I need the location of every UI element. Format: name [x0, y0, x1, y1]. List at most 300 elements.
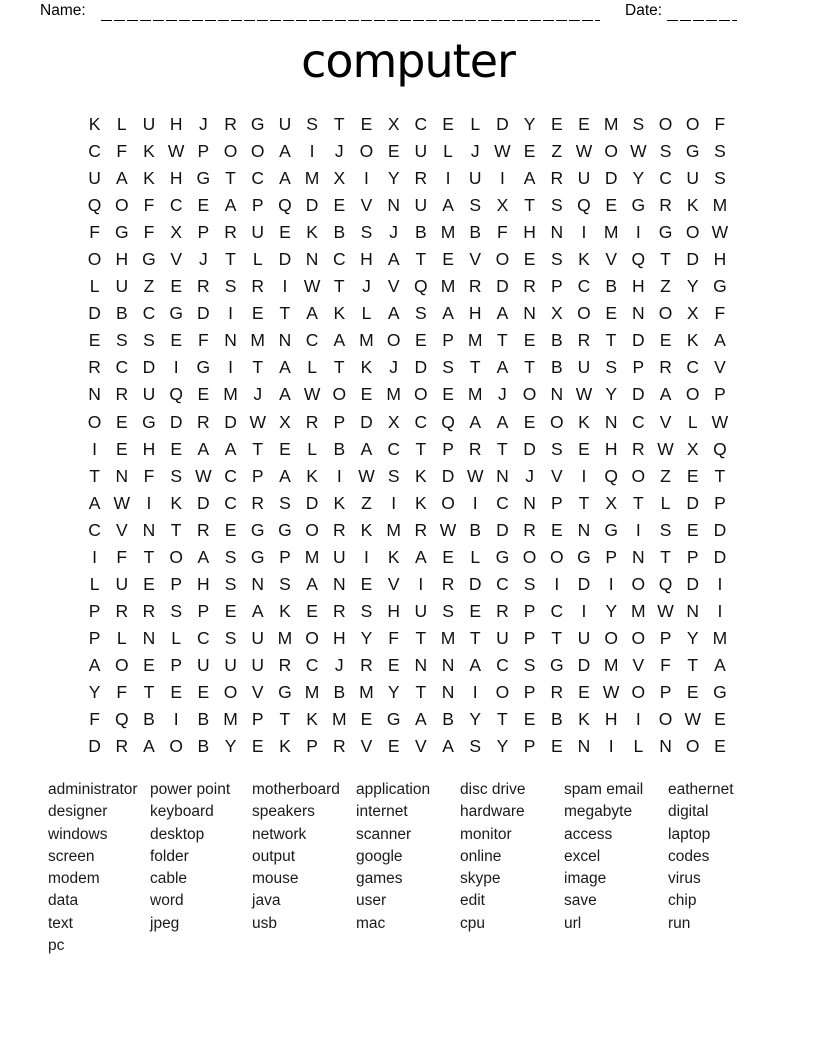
- grid-letter: Y: [523, 114, 536, 135]
- grid-letter: C: [224, 492, 237, 513]
- grid-letter: S: [605, 357, 617, 378]
- grid-letter: H: [632, 276, 645, 297]
- grid-letter: Z: [551, 141, 563, 162]
- grid-letter: Y: [387, 168, 400, 189]
- grid-letter: R: [523, 519, 536, 540]
- word-list-item: jpeg: [150, 914, 180, 932]
- grid-letter: B: [115, 303, 128, 324]
- grid-letter: O: [250, 141, 265, 162]
- grid-letter: I: [472, 682, 478, 702]
- word-list-item: administrator: [48, 781, 138, 798]
- grid-letter: D: [224, 411, 237, 432]
- grid-letter: X: [496, 195, 509, 216]
- grid-letter: M: [467, 330, 483, 351]
- grid-letter: U: [278, 114, 292, 135]
- grid-letter: M: [440, 627, 456, 648]
- grid-letter: I: [364, 546, 369, 567]
- word-list-item: scanner: [356, 825, 412, 843]
- grid-letter: Q: [577, 195, 591, 216]
- grid-letter: N: [632, 303, 645, 324]
- grid-letter: B: [197, 736, 210, 757]
- grid-letter: P: [251, 465, 264, 486]
- grid-letter: O: [631, 627, 646, 648]
- grid-letter: W: [167, 141, 185, 162]
- word-list-item: application: [356, 781, 431, 798]
- grid-letter: E: [442, 249, 454, 270]
- grid-letter: U: [468, 168, 482, 189]
- grid-letter: E: [306, 600, 318, 621]
- grid-letter: N: [550, 384, 564, 405]
- grid-letter: V: [550, 465, 563, 486]
- grid-letter: Q: [278, 195, 292, 216]
- grid-letter: O: [305, 627, 319, 648]
- grid-letter: A: [88, 654, 101, 675]
- word-list-item: edit: [460, 892, 485, 910]
- grid-letter: Y: [632, 168, 645, 189]
- grid-letter: M: [359, 682, 374, 702]
- grid-letter: D: [577, 654, 591, 675]
- grid-letter: U: [224, 654, 237, 675]
- grid-letter: D: [713, 546, 727, 567]
- grid-letter: R: [142, 600, 156, 621]
- grid-letter: U: [414, 141, 428, 162]
- grid-letter: K: [306, 222, 318, 243]
- grid-letter: N: [251, 573, 265, 594]
- grid-letter: W: [358, 465, 375, 486]
- grid-letter: O: [658, 709, 673, 730]
- word-list-item: eathernet: [668, 781, 734, 798]
- grid-letter: T: [333, 276, 345, 297]
- word-list-item: disc drive: [460, 781, 526, 798]
- grid-letter: F: [197, 330, 209, 351]
- grid-letter: M: [277, 627, 293, 648]
- grid-letter: S: [115, 330, 128, 351]
- grid-letter: A: [224, 438, 237, 459]
- grid-letter: C: [496, 654, 509, 675]
- grid-letter: K: [686, 195, 699, 216]
- grid-letter: U: [577, 357, 591, 378]
- grid-letter: T: [279, 709, 291, 730]
- grid-letter: K: [578, 411, 590, 432]
- grid-letter: P: [523, 682, 536, 702]
- grid-letter: L: [116, 114, 127, 135]
- grid-letter: D: [278, 249, 292, 270]
- word-list-item: spam email: [564, 781, 644, 798]
- grid-letter: C: [305, 654, 319, 675]
- grid-letter: X: [279, 411, 291, 432]
- grid-letter: Y: [387, 682, 400, 702]
- grid-letter: X: [686, 438, 699, 459]
- grid-letter: N: [577, 519, 591, 540]
- grid-letter: T: [415, 249, 427, 270]
- grid-letter: O: [495, 682, 510, 702]
- grid-letter: K: [415, 492, 427, 513]
- grid-letter: R: [332, 600, 346, 621]
- grid-letter: R: [468, 438, 482, 459]
- grid-letter: Q: [114, 709, 129, 730]
- grid-letter: E: [197, 384, 210, 405]
- date-label: Date:: [625, 2, 663, 19]
- grid-letter: L: [470, 546, 481, 567]
- grid-letter: I: [499, 168, 505, 189]
- grid-letter: K: [333, 303, 346, 324]
- grid-letter: K: [170, 492, 182, 513]
- grid-letter: A: [442, 303, 454, 324]
- grid-letter: D: [305, 492, 319, 513]
- grid-letter: T: [714, 465, 726, 486]
- grid-letter: J: [198, 114, 208, 135]
- grid-letter: S: [659, 141, 672, 162]
- grid-letter: K: [360, 519, 373, 540]
- grid-letter: O: [223, 682, 238, 702]
- grid-letter: E: [442, 384, 454, 405]
- grid-letter: P: [686, 546, 699, 567]
- grid-letter: L: [171, 627, 182, 648]
- grid-letter: D: [360, 411, 373, 432]
- grid-letter: E: [442, 546, 454, 567]
- grid-letter: Y: [360, 627, 373, 648]
- grid-letter: J: [198, 249, 208, 270]
- grid-letter: G: [658, 222, 673, 243]
- grid-letter: E: [605, 303, 617, 324]
- grid-letter: A: [115, 168, 128, 189]
- grid-letter: K: [143, 141, 155, 162]
- grid-letter: D: [577, 573, 591, 594]
- grid-letter: A: [659, 384, 672, 405]
- grid-letter: M: [712, 195, 728, 216]
- grid-letter: O: [359, 141, 374, 162]
- grid-letter: S: [550, 249, 563, 270]
- grid-letter: O: [549, 411, 564, 432]
- word-list-item: cpu: [460, 914, 485, 932]
- grid-letter: R: [523, 276, 536, 297]
- grid-letter: I: [146, 492, 152, 513]
- grid-letter: U: [686, 168, 700, 189]
- grid-letter: D: [441, 465, 455, 486]
- grid-letter: M: [250, 330, 265, 351]
- word-list-item: folder: [150, 847, 189, 865]
- grid-letter: H: [197, 573, 210, 594]
- grid-letter: C: [632, 411, 645, 432]
- word-list-column: [48, 779, 150, 957]
- grid-letter: F: [143, 465, 155, 486]
- grid-letter: C: [88, 519, 101, 540]
- grid-letter: M: [359, 330, 374, 351]
- grid-letter: F: [497, 222, 508, 243]
- grid-letter: D: [496, 276, 509, 297]
- grid-letter: N: [523, 303, 536, 324]
- grid-letter: U: [142, 384, 156, 405]
- grid-letter: T: [524, 195, 535, 216]
- grid-letter: T: [89, 465, 100, 486]
- grid-letter: T: [170, 519, 182, 540]
- grid-letter: E: [523, 249, 536, 270]
- word-list-item: image: [564, 870, 607, 888]
- grid-letter: M: [223, 709, 238, 730]
- grid-letter: U: [251, 654, 265, 675]
- grid-letter: V: [632, 654, 645, 675]
- grid-letter: A: [197, 438, 210, 459]
- grid-letter: E: [170, 438, 182, 459]
- grid-letter: L: [660, 492, 671, 513]
- grid-letter: R: [360, 654, 373, 675]
- grid-letter: M: [386, 519, 401, 540]
- grid-letter: E: [251, 736, 264, 757]
- grid-letter: P: [170, 573, 182, 594]
- grid-letter: E: [659, 330, 672, 351]
- grid-letter: I: [228, 357, 233, 378]
- grid-letter: P: [251, 195, 264, 216]
- grid-letter: B: [550, 357, 563, 378]
- grid-letter: D: [88, 303, 101, 324]
- grid-letter: D: [88, 736, 101, 757]
- grid-letter: P: [523, 627, 536, 648]
- word-list-item: modem: [48, 870, 100, 888]
- grid-letter: A: [496, 411, 509, 432]
- grid-letter: E: [523, 709, 536, 730]
- grid-letter: Q: [658, 573, 673, 594]
- grid-letter: O: [223, 141, 238, 162]
- grid-letter: T: [469, 357, 481, 378]
- grid-letter: N: [224, 330, 237, 351]
- word-list-item: run: [668, 914, 691, 932]
- grid-letter: W: [494, 141, 511, 162]
- grid-letter: S: [469, 736, 482, 757]
- grid-letter: O: [332, 384, 347, 405]
- word-list-item: internet: [356, 803, 408, 821]
- grid-letter: D: [604, 168, 618, 189]
- grid-letter: M: [603, 222, 619, 243]
- grid-letter: Z: [361, 492, 372, 513]
- grid-letter: F: [89, 222, 100, 243]
- grid-letter: O: [685, 114, 700, 135]
- grid-letter: N: [115, 465, 129, 486]
- grid-letter: S: [224, 546, 237, 567]
- grid-letter: T: [524, 357, 535, 378]
- grid-letter: W: [249, 411, 266, 432]
- grid-letter: T: [687, 654, 699, 675]
- grid-letter: E: [279, 222, 291, 243]
- grid-letter: A: [360, 438, 373, 459]
- grid-letter: R: [332, 519, 346, 540]
- grid-letter: O: [631, 573, 646, 594]
- word-list-column: [356, 779, 460, 957]
- grid-letter: P: [605, 546, 617, 567]
- grid-letter: A: [469, 654, 482, 675]
- grid-letter: N: [142, 519, 156, 540]
- grid-letter: X: [686, 303, 699, 324]
- grid-letter: S: [224, 573, 237, 594]
- grid-letter: U: [115, 573, 129, 594]
- grid-letter: S: [523, 654, 536, 675]
- grid-letter: P: [714, 384, 726, 405]
- grid-letter: X: [170, 222, 182, 243]
- word-list-item: usb: [252, 914, 277, 932]
- grid-letter: A: [333, 330, 346, 351]
- grid-letter: R: [550, 682, 564, 702]
- word-list-item: digital: [668, 803, 709, 821]
- grid-letter: E: [714, 736, 726, 757]
- grid-letter: D: [468, 573, 482, 594]
- grid-letter: J: [498, 384, 507, 405]
- grid-letter: D: [632, 384, 645, 405]
- grid-letter: O: [685, 736, 700, 757]
- grid-letter: S: [714, 168, 726, 189]
- grid-letter: U: [414, 195, 428, 216]
- grid-letter: R: [197, 411, 210, 432]
- grid-letter: R: [88, 357, 101, 378]
- grid-letter: W: [303, 384, 321, 405]
- grid-letter: U: [251, 627, 265, 648]
- grid-letter: Q: [713, 438, 727, 459]
- grid-letter: S: [550, 438, 563, 459]
- grid-letter: Y: [496, 736, 509, 757]
- grid-letter: I: [445, 168, 451, 189]
- grid-letter: N: [278, 330, 292, 351]
- grid-letter: E: [523, 411, 536, 432]
- grid-letter: E: [360, 709, 373, 730]
- grid-letter: E: [550, 114, 563, 135]
- word-list-item: url: [564, 914, 582, 932]
- grid-letter: C: [496, 492, 509, 513]
- grid-letter: N: [523, 492, 536, 513]
- grid-letter: E: [714, 709, 726, 730]
- grid-letter: G: [713, 682, 727, 702]
- grid-letter: R: [496, 600, 509, 621]
- grid-letter: G: [250, 546, 265, 567]
- grid-letter: P: [714, 492, 726, 513]
- grid-letter: E: [578, 438, 590, 459]
- grid-letter: D: [496, 114, 509, 135]
- grid-letter: A: [143, 736, 155, 757]
- grid-letter: E: [578, 682, 590, 702]
- grid-letter: N: [550, 222, 564, 243]
- grid-letter: E: [170, 330, 182, 351]
- grid-letter: B: [143, 709, 155, 730]
- grid-letter: S: [224, 627, 237, 648]
- grid-letter: I: [608, 573, 614, 594]
- grid-letter: R: [468, 276, 482, 297]
- grid-letter: R: [550, 168, 564, 189]
- grid-letter: T: [225, 168, 236, 189]
- grid-letter: N: [659, 736, 672, 757]
- grid-letter: Z: [143, 276, 155, 297]
- grid-letter: C: [550, 600, 564, 621]
- grid-letter: M: [331, 709, 347, 730]
- grid-letter: I: [228, 303, 233, 324]
- grid-letter: C: [305, 330, 319, 351]
- grid-letter: U: [88, 168, 101, 189]
- word-list-item: save: [564, 892, 597, 910]
- word-list-item: laptop: [668, 825, 711, 843]
- grid-letter: W: [439, 519, 457, 540]
- grid-letter: O: [549, 546, 564, 567]
- grid-letter: S: [415, 303, 427, 324]
- grid-letter: E: [197, 682, 210, 702]
- grid-letter: G: [278, 519, 292, 540]
- grid-letter: S: [523, 573, 536, 594]
- grid-letter: D: [169, 411, 183, 432]
- grid-letter: I: [92, 546, 98, 567]
- grid-letter: O: [441, 492, 455, 513]
- grid-letter: P: [197, 141, 210, 162]
- grid-letter: R: [332, 736, 346, 757]
- grid-letter: I: [391, 492, 397, 513]
- grid-letter: W: [684, 709, 701, 730]
- grid-letter: W: [113, 492, 131, 513]
- grid-letter: W: [195, 465, 212, 486]
- grid-letter: X: [333, 168, 346, 189]
- grid-letter: A: [306, 573, 318, 594]
- grid-letter: E: [550, 519, 563, 540]
- grid-letter: O: [631, 465, 646, 486]
- grid-letter: R: [659, 357, 672, 378]
- grid-letter: D: [142, 357, 156, 378]
- grid-letter: Q: [441, 411, 455, 432]
- grid-letter: O: [386, 330, 401, 351]
- grid-letter: I: [309, 141, 315, 162]
- grid-letter: T: [497, 330, 508, 351]
- grid-letter: B: [605, 276, 617, 297]
- grid-letter: G: [114, 222, 129, 243]
- grid-letter: G: [685, 141, 700, 162]
- word-list-item: designer: [48, 803, 108, 821]
- grid-letter: W: [711, 222, 729, 243]
- grid-letter: O: [685, 384, 700, 405]
- grid-letter: J: [389, 222, 399, 243]
- grid-letter: V: [415, 736, 427, 757]
- grid-letter: H: [387, 600, 400, 621]
- grid-letter: G: [142, 249, 156, 270]
- grid-letter: E: [387, 736, 400, 757]
- grid-letter: I: [282, 276, 288, 297]
- grid-letter: C: [169, 195, 183, 216]
- grid-letter: D: [496, 519, 509, 540]
- grid-letter: S: [714, 141, 726, 162]
- grid-letter: G: [142, 411, 156, 432]
- grid-letter: L: [687, 411, 698, 432]
- grid-letter: A: [523, 168, 536, 189]
- grid-letter: P: [279, 546, 291, 567]
- grid-letter: R: [251, 492, 265, 513]
- grid-letter: K: [143, 168, 155, 189]
- grid-letter: C: [686, 357, 700, 378]
- grid-letter: R: [577, 330, 591, 351]
- grid-letter: E: [387, 141, 400, 162]
- grid-letter: D: [632, 330, 645, 351]
- grid-letter: N: [88, 384, 101, 405]
- grid-letter: U: [577, 168, 591, 189]
- grid-letter: E: [578, 114, 590, 135]
- grid-letter: E: [686, 519, 699, 540]
- grid-letter: R: [414, 168, 428, 189]
- grid-letter: A: [714, 654, 726, 675]
- grid-letter: N: [577, 736, 591, 757]
- grid-letter: P: [333, 411, 346, 432]
- grid-letter: I: [364, 168, 369, 189]
- grid-letter: T: [632, 492, 644, 513]
- grid-letter: S: [659, 519, 672, 540]
- grid-letter: I: [92, 438, 98, 459]
- grid-letter: P: [442, 438, 454, 459]
- grid-letter: A: [279, 168, 291, 189]
- grid-letter: G: [577, 546, 591, 567]
- grid-letter: X: [605, 492, 617, 513]
- grid-letter: E: [686, 682, 699, 702]
- grid-letter: E: [170, 682, 182, 702]
- grid-letter: A: [279, 141, 291, 162]
- grid-letter: J: [334, 141, 344, 162]
